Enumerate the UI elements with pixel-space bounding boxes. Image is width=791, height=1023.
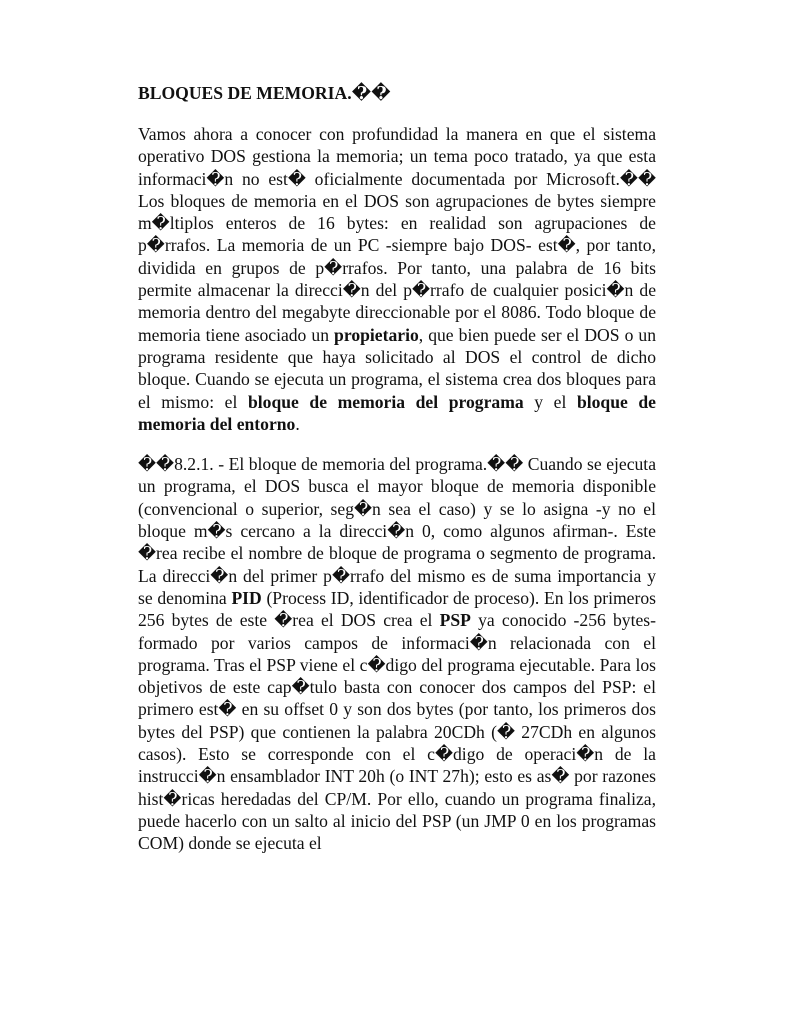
bold-term-program-block: bloque de memoria del programa bbox=[247, 391, 524, 412]
bold-term-propietario: propietario bbox=[334, 324, 419, 345]
bold-term-environment-block: bloque de memoria del entorno bbox=[138, 391, 656, 434]
paragraph-text: ��8.2.1. - El bloque de memoria del programa.�� Cuando se ejecuta un programa, el DOS busca el mayor bloque de memoria disponible (convencional o superior, seg�n sea el caso) y se lo asigna -y no el bloque m�s cercano a la direcci�n 0, como algunos afirman-. Este �rea recibe el nombre de bloque de programa o segmento de programa. La direcci�n del primer p�rrafo del mismo es de suma importancia y se denomina bbox=[138, 454, 656, 608]
paragraph-text: y el bbox=[523, 391, 577, 412]
document-page bbox=[138, 82, 656, 855]
paragraph-text: Vamos ahora a conocer con profundidad la manera en que el sistema operativo DOS gestiona la memoria; un tema poco tratado, ya que esta informaci�n no est� oficialmente documentada por Microsoft.�� Los bloques de memoria en el DOS son agrupaciones de bytes siempre m�ltiplos enteros de 16 bytes: en realidad son agrupaciones de p�rrafos. La memoria de un PC -siempre bajo DOS- est�, por tanto, dividida en grupos de p�rrafos. Por tanto, una palabra de 16 bits permite almacenar la direcci�n del p�rrafo de cualquier posici�n de memoria dentro del megabyte direccionable por el 8086. Todo bloque de memoria tiene asociado un bbox=[138, 124, 656, 345]
paragraph-memory-blocks bbox=[138, 123, 656, 435]
bold-term-psp: PSP bbox=[439, 610, 471, 631]
paragraph-text: , que bien puede ser el DOS o un programa residente que haya solicitado al DOS el control de dicho bloque. Cuando se ejecuta un programa, el sistema crea dos bloques para el mismo: el bbox=[138, 324, 656, 412]
section-heading: BLOQUES DE MEMORIA.�� bbox=[138, 83, 391, 103]
paragraph-text: . bbox=[295, 413, 300, 434]
paragraph-text: (Process ID, identificador de proceso). En los primeros 256 bytes de este �rea el DOS crea el bbox=[138, 587, 656, 631]
paragraph-text: ya conocido -256 bytes- formado por varios campos de informaci�n relacionada con el programa. Tras el PSP viene el c�digo del programa ejecutable. Para los objetivos de este cap�tulo basta con conocer dos campos del PSP: el primero est� en su offset 0 y son dos bytes (por tanto, los primeros dos bytes del PSP) que contienen la palabra 20CDh (� 27CDh en algunos casos). Esto se corresponde con el c�digo de operaci�n de la instrucci�n ensamblador INT 20h (o INT 27h); esto es as� por razones hist�ricas heredadas del CP/M. Por ello, cuando un programa finaliza, puede hacerlo con un salto al inicio del PSP (un JMP 0 en los programas COM) donde se ejecuta el bbox=[138, 610, 656, 854]
bold-term-pid: PID bbox=[231, 587, 262, 608]
paragraph-program-block bbox=[138, 453, 656, 854]
